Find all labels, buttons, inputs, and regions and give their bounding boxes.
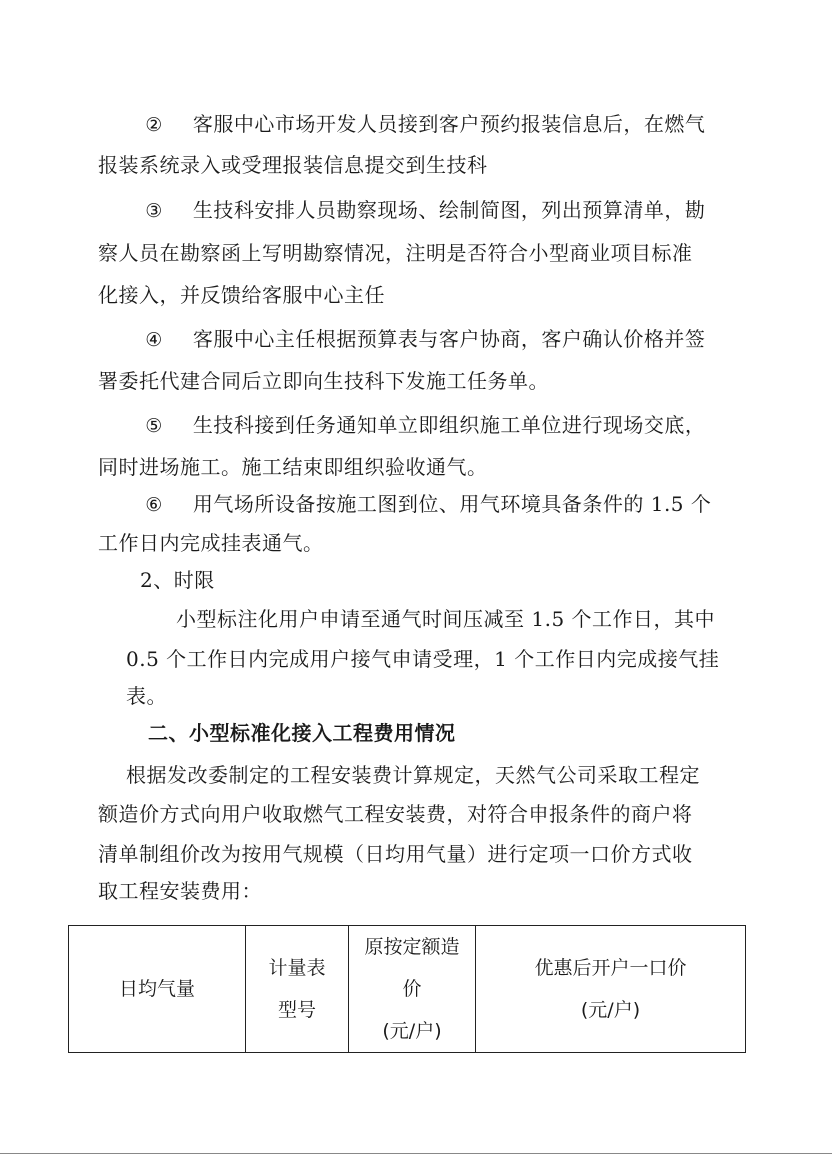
circled-number-5: ⑤ (145, 415, 163, 437)
paragraph-2-line-1: ② 客服中心市场开发人员接到客户预约报装信息后，在燃气 (140, 110, 705, 139)
paragraph-3-line-3: 化接入，并反馈给客服中心主任 (98, 283, 385, 307)
section-time-line-1: 小型标注化用户申请至通气时间压减至 1.5 个工作日，其中 (176, 607, 716, 631)
circled-number-6: ⑥ (145, 494, 163, 516)
section-time-line-3: 表。 (126, 684, 167, 708)
paragraph-4-line-1: ④ 客服中心主任根据预算表与客户协商，客户确认价格并签 (140, 325, 705, 354)
header-meter-model: 计量表 型号 (246, 926, 349, 1053)
header-daily-gas: 日均气量 (69, 926, 246, 1053)
section-time-title: 2、时限 (140, 568, 215, 592)
paragraph-3-line-2: 察人员在勘察函上写明勘察情况，注明是否符合小型商业项目标准 (98, 241, 693, 265)
paragraph-5-line-1: ⑤ 生技科接到任务通知单立即组织施工单位进行现场交底， (140, 411, 705, 440)
circled-number-4: ④ (145, 329, 163, 351)
paragraph-5-line-2: 同时进场施工。施工结束即组织验收通气。 (98, 455, 488, 479)
section-fee-line-4: 取工程安装费用： (98, 879, 262, 903)
section-fee-heading: 二、小型标准化接入工程费用情况 (148, 721, 456, 745)
circled-number-3: ③ (145, 200, 163, 222)
section-time-line-2: 0.5 个工作日内完成用户接气申请受理，1 个工作日内完成接气挂 (126, 647, 720, 671)
page-bottom-rule (0, 1153, 832, 1154)
fee-table (68, 925, 746, 1053)
section-fee-line-2: 额造价方式向用户收取燃气工程安装费，对符合申报条件的商户将 (98, 802, 693, 826)
section-fee-line-1: 根据发改委制定的工程安装费计算规定，天然气公司采取工程定 (126, 763, 700, 787)
paragraph-3-line-1: ③ 生技科安排人员勘察现场、绘制简图，列出预算清单，勘 (140, 196, 705, 225)
paragraph-6-line-2: 工作日内完成挂表通气。 (98, 531, 324, 555)
section-fee-line-3: 清单制组价改为按用气规模（日均用气量）进行定项一口价方式收 (98, 842, 693, 866)
table-header-row (69, 926, 746, 1053)
header-discount-price: 优惠后开户一口价 (元/户) (476, 926, 746, 1053)
header-original-price: 原按定额造 价 (元/户) (349, 926, 476, 1053)
circled-number-2: ② (145, 114, 163, 136)
paragraph-6-line-1: ⑥ 用气场所设备按施工图到位、用气环境具备条件的 1.5 个 (140, 490, 711, 519)
paragraph-4-line-2: 署委托代建合同后立即向生技科下发施工任务单。 (98, 369, 549, 393)
paragraph-2-line-2: 报装系统录入或受理报装信息提交到生技科 (98, 153, 488, 177)
